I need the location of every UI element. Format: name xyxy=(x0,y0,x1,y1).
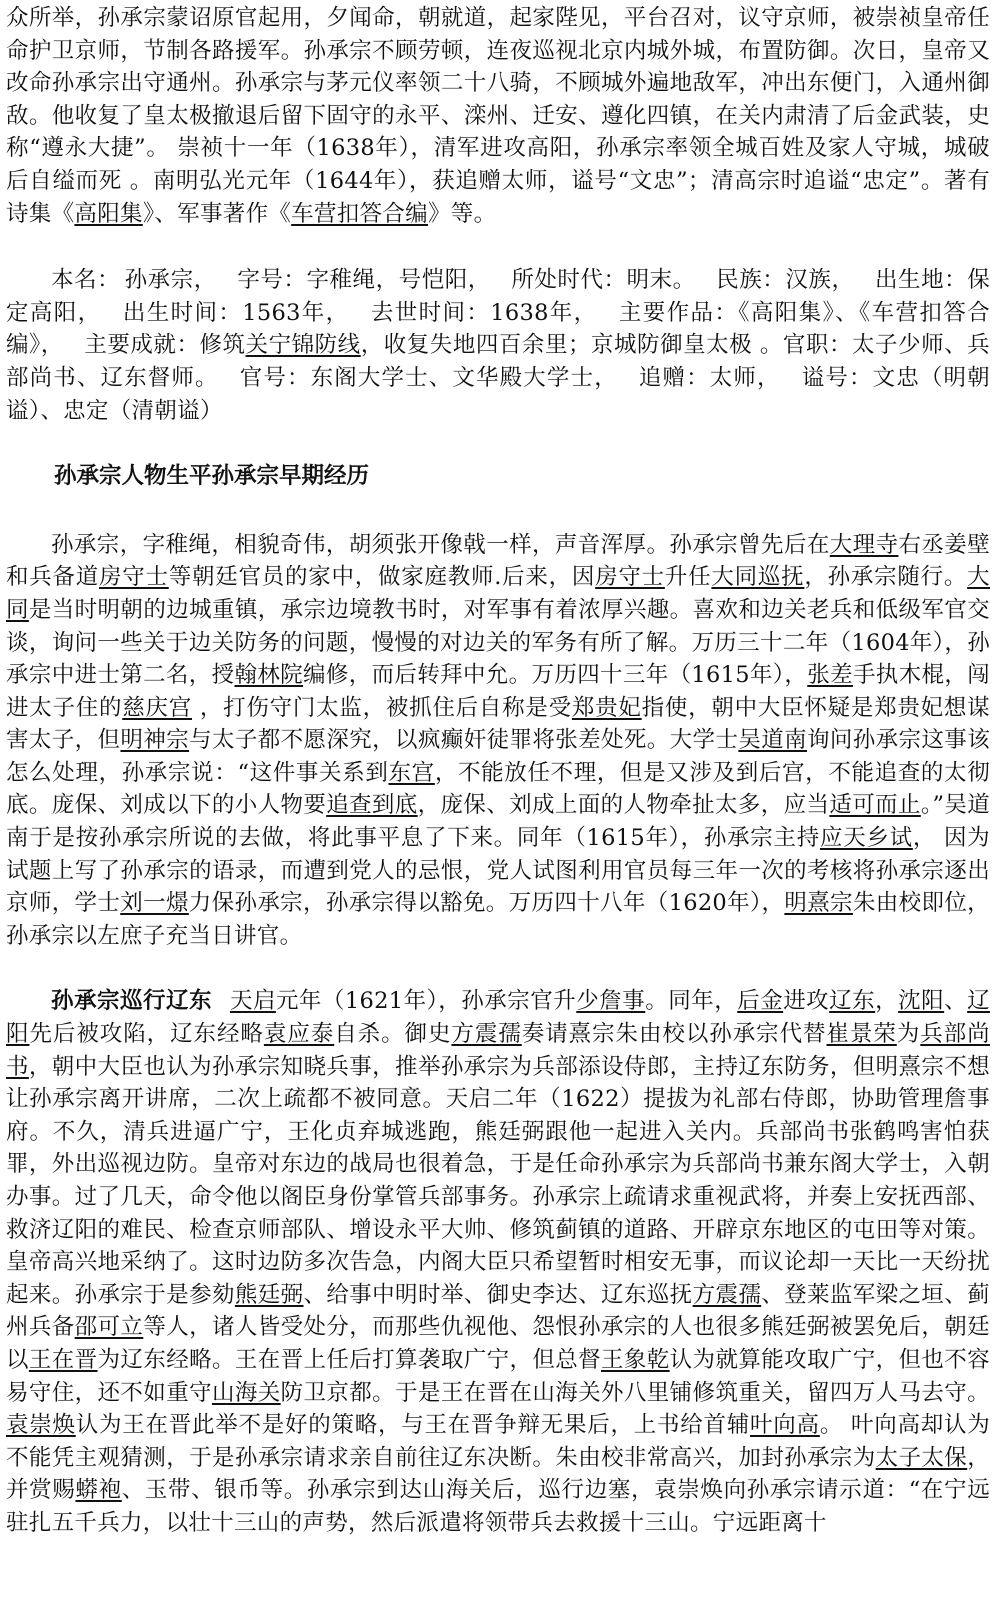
intro-paragraph: 众所举，孙承宗蒙诏原官起用，夕闻命，朝就道，起家陛见，平台召对，议守京师，被崇祯皇帝任命护卫京师，节制各路援军。孙承宗不顾劳顿，连夜巡视北京内城外城，布置防御。次日，皇帝又改命孙承宗出守通州。孙承宗与茅元仪率领二十八骑，不顾城外遍地敌军，冲出东便门，入通州御敌。他收复了皇太极撤退后留下固守的永平、滦州、迁安、遵化四镇，在关内肃清了后金武装，史称“遵永大捷”。 崇祯十一年（1638年），清军进攻高阳，孙承宗率领全城百姓及家人守城，城破后自缢而死 。南明弘光元年（1644年），获追赠太师，谥号“文忠”；清高宗时追谥“忠定”。著有诗集《高阳集》、军事著作《车营扣答合编》等。 xyxy=(6,5,990,227)
link-shike-erzhi[interactable]: 适可而止 xyxy=(829,792,921,819)
link-mangpao[interactable]: 蟒袍 xyxy=(75,1477,122,1504)
link-cheying-kouda-hebian[interactable]: 车营扣答合编 xyxy=(291,200,428,227)
link-gaoyangji[interactable]: 高阳集 xyxy=(74,200,143,227)
info-paragraph: 本名： 孙承宗， 字号：字稚绳，号恺阳， 所处时代：明末。 民族：汉族， 出生地：保定高阳， 出生时间：1563年， 去世时间：1638年， 主要作品：《高阳集》、《车营扣答合编》， 主要成就：修筑关宁锦防线，收复失地四百余里；京城防御皇太极 。官职：太子少师、兵部尚书、辽东督师。 官号：东阁大学士、文华殿大学士， 追赠：太师， 谥号：文忠（明朝谥）、忠定（清朝谥） xyxy=(6,267,990,424)
link-datong-xunfu[interactable]: 大同巡抚 xyxy=(711,564,805,591)
link-guanning-jin-defense-line[interactable]: 关宁锦防线 xyxy=(245,332,361,359)
link-fang-zhenru[interactable]: 方震孺 xyxy=(451,1021,522,1048)
link-ciqing-palace[interactable]: 慈庆宫 xyxy=(122,694,192,721)
link-liaoyang[interactable]: 辽阳 xyxy=(6,988,990,1048)
link-wang-zaijin[interactable]: 王在晋 xyxy=(28,1346,98,1373)
link-hanlinyuan[interactable]: 翰林院 xyxy=(234,662,304,689)
link-wu-daonan[interactable]: 吴道南 xyxy=(738,727,807,754)
link-shenyang[interactable]: 沈阳 xyxy=(898,988,945,1015)
link-fang-zhenru-2[interactable]: 方震孺 xyxy=(692,1281,762,1308)
link-taizi-taibao[interactable]: 太子太保 xyxy=(875,1444,968,1471)
liaodong-paragraph: 孙承宗巡行辽东 天启元年（1621年），孙承宗官升少詹事。同年，后金进攻辽东，沈阳、辽阳先后被攻陷，辽东经略袁应泰自杀。御史方震孺奏请熹宗朱由校以孙承宗代替崔景荣为兵部尚书，朝中大臣也认为孙承宗知晓兵事，推举孙承宗为兵部添设侍郎，主持辽东防务，但明熹宗不想让孙承宗离开讲席，二次上疏都不被同意。天启二年（1622）提拔为礼部右侍郎，协助管理詹事府。不久，清兵进逼广宁，王化贞弃城逃跑，熊廷弼跟他一起进入关内。兵部尚书张鹤鸣害怕获罪，外出巡视边防。皇帝对东边的战局也很着急，于是任命孙承宗为兵部尚书兼东阁大学士，入朝办事。过了几天，命令他以阁臣身份掌管兵部事务。孙承宗上疏请求重视武将，并奏上安抚西部、救济辽阳的难民、检查京师部队、增设永平大帅、修筑蓟镇的道路、开辟京东地区的屯田等对策。皇帝高兴地采纳了。这时边防多次告急，内阁大臣只希望暂时相安无事，而议论却一天比一天纷扰起来。孙承宗于是参劾熊廷弼、给事中明时举、御史李达、辽东巡抚方震孺、登莱监军梁之垣、蓟州兵备邵可立等人，诸人皆受处分，而那些仇视他、怨恨孙承宗的人也很多熊廷弼被罢免后，朝廷以王在晋为辽东经略。王在晋上任后打算袭取广宁，但总督王象乾认为就算能攻取广宁，但也不容易守住，还不如重守山海关防卫京都。于是王在晋在山海关外八里铺修筑重关，留四万人马去守。袁崇焕认为王在晋此举不是好的策略，与王在晋争辩无果后，上书给首辅叶向高。 叶向高却认为不能凭主观猜测，于是孙承宗请求亲自前往辽东决断。朱由校非常高兴，加封孙承宗为太子太保，并赏赐蟒袍、玉带、银币等。孙承宗到达山海关后，巡行边塞，袁崇焕向孙承宗请示道：“在宁远驻扎五千兵力，以壮十三山的声势，然后派遣将领带兵去救援十三山。宁远距离十 xyxy=(6,988,991,1536)
section-heading-liaodong: 孙承宗巡行辽东 xyxy=(51,988,212,1015)
link-fang-shoushi[interactable]: 房守士 xyxy=(99,564,169,591)
link-datong[interactable]: 大同 xyxy=(6,564,990,623)
link-shao-keli[interactable]: 邵可立 xyxy=(74,1314,144,1341)
link-zhang-chai[interactable]: 张差 xyxy=(807,662,853,689)
link-bingbu-shangshu[interactable]: 兵部尚书 xyxy=(6,1021,990,1080)
early-life-paragraph: 孙承宗，字稚绳，相貌奇伟，胡须张开像戟一样，声音浑厚。孙承宗曾先后在大理寺右丞姜壁和兵备道房守士等朝廷官员的家中，做家庭教师.后来，因房守士升任大同巡抚，孙承宗随行。大同是当时明朝的边城重镇，承宗边境教书时，对军事有着浓厚兴趣。喜欢和边关老兵和低级军官交谈，询问一些关于边关防务的问题，慢慢的对边关的军务有所了解。万历三十二年（1604年），孙承宗中进士第二名，授翰林院编修，而后转拜中允。万历四十三年（1615年），张差手执木棍，闯进太子住的慈庆宫 ，打伤守门太监，被抓住后自称是受郑贵妃指使，朝中大臣怀疑是郑贵妃想谋害太子，但明神宗与太子都不愿深究，以疯癫奸徒罪将张差处死。大学士吴道南询问孙承宗这事该怎么处理，孙承宗说：“这件事关系到东宫，不能放任不理，但是又涉及到后宫，不能追查的太彻底。庞保、刘成以下的小人物要追查到底，庞保、刘成上面的人物牵扯太多，应当适可而止。”吴道南于是按孙承宗所说的去做，将此事平息了下来。同年（1615年），孙承宗主持应天乡试， 因为试题上写了孙承宗的语录，而遭到党人的忌恨，党人试图利用官员每三年一次的考核将孙承宗逐出京师，学士刘一燝力保孙承宗，孙承宗得以豁免。万历四十八年（1620年），明熹宗朱由校即位，孙承宗以左庶子充当日讲官。 xyxy=(6,531,990,949)
link-liaodong[interactable]: 辽东 xyxy=(829,988,876,1015)
link-yuan-yingtai[interactable]: 袁应泰 xyxy=(263,1021,335,1048)
link-zhuicha-daodi[interactable]: 追查到底 xyxy=(326,792,418,819)
link-ming-xizong[interactable]: 明熹宗 xyxy=(784,890,853,917)
link-donggong[interactable]: 东宫 xyxy=(388,759,435,786)
link-shao-zhanshi[interactable]: 少詹事 xyxy=(576,988,646,1015)
link-tianqi[interactable]: 天启 xyxy=(229,988,276,1015)
link-yingtian-xiangshi[interactable]: 应天乡试 xyxy=(819,825,913,852)
link-ye-xianggao[interactable]: 叶向高 xyxy=(750,1412,820,1439)
link-fang-shoushi-2[interactable]: 房守士 xyxy=(595,564,665,591)
link-zheng-guifei[interactable]: 郑贵妃 xyxy=(571,694,642,721)
link-ming-shenzong[interactable]: 明神宗 xyxy=(120,727,190,754)
link-yuan-chonghuan[interactable]: 袁崇焕 xyxy=(6,1412,76,1439)
link-wang-xiangqian[interactable]: 王象乾 xyxy=(601,1346,670,1373)
link-shanhaiguan[interactable]: 山海关 xyxy=(211,1379,281,1406)
link-xiong-tingbi[interactable]: 熊廷弼 xyxy=(234,1281,304,1308)
link-liu-yijing[interactable]: 刘一燝 xyxy=(120,890,189,917)
link-dalisi[interactable]: 大理寺 xyxy=(829,531,899,558)
link-cui-jingrong[interactable]: 崔景荣 xyxy=(826,1021,897,1048)
section-heading-early-life: 孙承宗人物生平孙承宗早期经历 xyxy=(54,463,370,490)
link-houjin[interactable]: 后金 xyxy=(737,988,784,1015)
